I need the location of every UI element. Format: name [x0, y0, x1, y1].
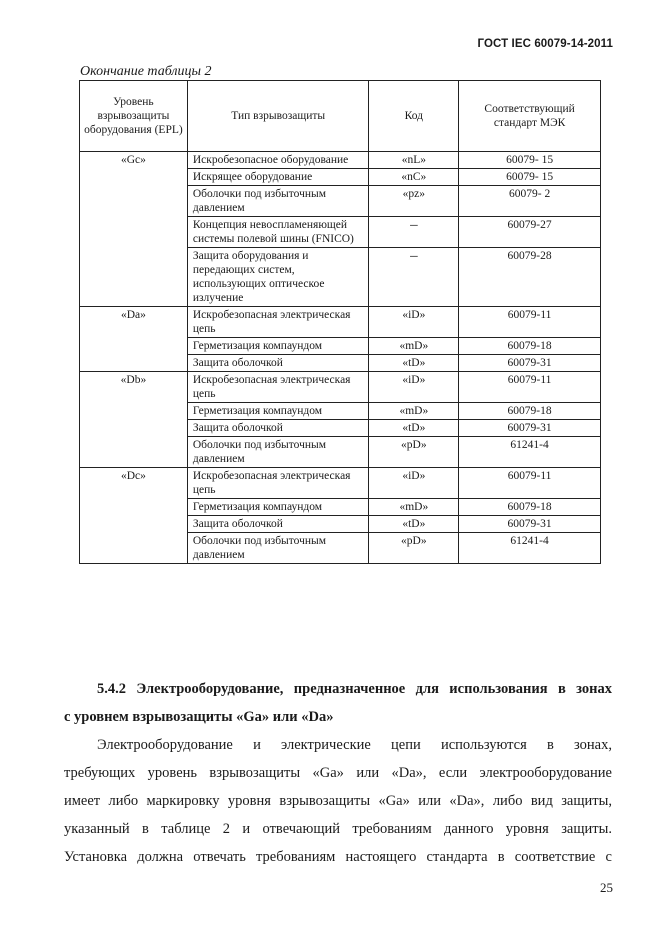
code-cell: «nC»: [369, 169, 459, 186]
protection-types-table: [79, 80, 601, 564]
section-paragraph: [64, 731, 612, 871]
standard-cell: 60079-28: [459, 248, 601, 307]
section-heading-line: с уровнем взрывозащиты «Ga» или «Da»: [64, 709, 334, 725]
paragraph-line: Электрооборудование и электрические цепи используются в зонах,: [97, 737, 612, 753]
standard-cell: 60079-18: [459, 499, 601, 516]
code-cell: «tD»: [369, 355, 459, 372]
standard-cell: 60079-11: [459, 468, 601, 499]
column-header-epl: Уровень взрывозащиты оборудования (EPL): [80, 81, 188, 152]
protection-type-cell: Искробезопасная электрическая цепь: [187, 372, 369, 403]
epl-cell: «Db»: [80, 372, 188, 468]
protection-type-cell: Концепция невоспламеняющей системы полевой шины (FNICO): [187, 217, 369, 248]
protection-type-cell: Оболочки под избыточным давлением: [187, 186, 369, 217]
paragraph-line: требующих уровень взрывозащиты «Ga» или «Da», если электрооборудование: [64, 765, 612, 781]
column-header-standard: Соответствующий стандарт МЭК: [459, 81, 601, 152]
standard-cell: 61241-4: [459, 533, 601, 564]
standard-cell: 60079-11: [459, 372, 601, 403]
paragraph-line: указанный в таблице 2 и отвечающий требованиям данного уровня защиты.: [64, 821, 612, 837]
code-cell: «nL»: [369, 152, 459, 169]
table-row: [80, 468, 601, 499]
column-header-code: Код: [369, 81, 459, 152]
protection-type-cell: Герметизация компаундом: [187, 338, 369, 355]
standard-cell: 60079-27: [459, 217, 601, 248]
protection-type-cell: Оболочки под избыточным давлением: [187, 437, 369, 468]
standard-cell: 60079- 15: [459, 169, 601, 186]
table-row: [80, 372, 601, 403]
protection-type-cell: Искробезопасная электрическая цепь: [187, 307, 369, 338]
paragraph-line: Установка должна отвечать требованиям настоящего стандарта в соответствие с: [64, 849, 612, 865]
protection-type-cell: Защита оборудования и передающих систем, использующих оптическое излучение: [187, 248, 369, 307]
code-cell: «iD»: [369, 307, 459, 338]
protection-type-cell: Искрящее оборудование: [187, 169, 369, 186]
protection-type-cell: Герметизация компаундом: [187, 499, 369, 516]
table-header-row: [80, 81, 601, 152]
section-heading: [64, 675, 612, 731]
code-cell: «tD»: [369, 516, 459, 533]
epl-cell: «Gc»: [80, 152, 188, 307]
paragraph-line: имеет либо маркировку уровня взрывозащиты «Ga» или «Da», либо вид защиты,: [64, 793, 612, 809]
protection-type-cell: Искробезопасное оборудование: [187, 152, 369, 169]
code-cell: «iD»: [369, 372, 459, 403]
protection-type-cell: Оболочки под избыточным давлением: [187, 533, 369, 564]
code-cell: «mD»: [369, 338, 459, 355]
table-row: [80, 307, 601, 338]
section-heading-line: 5.4.2 Электрооборудование, предназначенное для использования в зонах: [97, 681, 612, 697]
protection-type-cell: Защита оболочкой: [187, 420, 369, 437]
standard-cell: 60079-31: [459, 420, 601, 437]
standard-cell: 60079- 15: [459, 152, 601, 169]
standard-cell: 60079-18: [459, 338, 601, 355]
protection-type-cell: Искробезопасная электрическая цепь: [187, 468, 369, 499]
code-cell: «mD»: [369, 499, 459, 516]
standard-cell: 61241-4: [459, 437, 601, 468]
page-number: 25: [600, 880, 613, 895]
epl-cell: «Dc»: [80, 468, 188, 564]
protection-type-cell: Защита оболочкой: [187, 355, 369, 372]
protection-type-cell: Герметизация компаундом: [187, 403, 369, 420]
code-cell: «tD»: [369, 420, 459, 437]
standard-cell: 60079-18: [459, 403, 601, 420]
standard-cell: 60079-11: [459, 307, 601, 338]
code-cell: –: [369, 217, 459, 248]
code-cell: «pD»: [369, 437, 459, 468]
epl-cell: «Da»: [80, 307, 188, 372]
protection-type-cell: Защита оболочкой: [187, 516, 369, 533]
document-id-header: ГОСТ IEC 60079-14-2011: [477, 38, 613, 50]
column-header-type: Тип взрывозащиты: [187, 81, 369, 152]
code-cell: «mD»: [369, 403, 459, 420]
code-cell: «pz»: [369, 186, 459, 217]
standard-cell: 60079-31: [459, 355, 601, 372]
table-row: [80, 152, 601, 169]
code-cell: «pD»: [369, 533, 459, 564]
code-cell: –: [369, 248, 459, 307]
table-body: [80, 152, 601, 564]
code-cell: «iD»: [369, 468, 459, 499]
table-caption: Окончание таблицы 2: [80, 64, 212, 79]
standard-cell: 60079- 2: [459, 186, 601, 217]
standard-cell: 60079-31: [459, 516, 601, 533]
